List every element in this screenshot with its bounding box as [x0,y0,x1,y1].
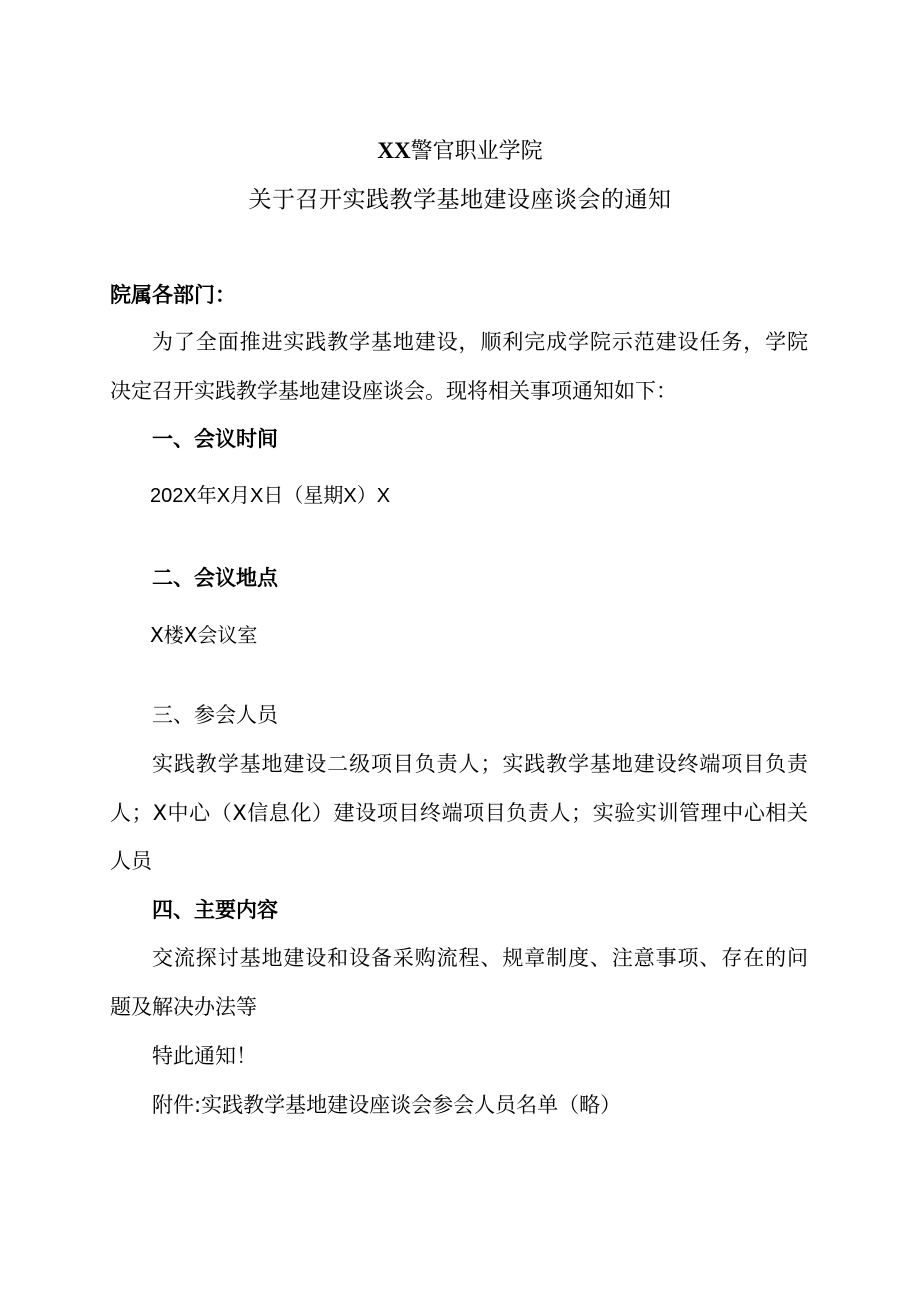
intro-line-1: 为了全面推进实践教学基地建设，顺利完成学院示范建设任务，学院 [152,330,808,354]
section-heading-time: 一、会议时间 [152,427,278,451]
attachment-note: 附件:实践教学基地建设座谈会参会人员名单（略） [152,1093,622,1117]
attendees-line-2: 人；X中心（X信息化）建设项目终端项目负责人；实验实训管理中心相关 [110,801,808,825]
title-institution [0,136,920,167]
salutation: 院属各部门： [110,283,236,307]
title-prefix: XX [377,138,411,163]
attendees-line-3: 人员 [110,849,152,873]
content-line-2: 题及解决办法等 [110,995,257,1019]
section-heading-attendees: 三、参会人员 [152,703,278,727]
content-line-1: 交流探讨基地建设和设备采购流程、规章制度、注意事项、存在的问 [152,946,808,970]
closing-text: 特此通知！ [152,1044,257,1068]
meeting-time: 202X年X月X日（星期X）X [150,485,391,507]
section-heading-location: 二、会议地点 [152,566,278,590]
intro-line-2: 决定召开实践教学基地建设座谈会。现将相关事项通知如下： [110,379,677,403]
notice-title: 关于召开实践教学基地建设座谈会的通知 [248,187,672,213]
attendees-line-1: 实践教学基地建设二级项目负责人；实践教学基地建设终端项目负责 [152,752,808,776]
title-institution-name: 警官职业学院 [410,139,543,164]
section-heading-content: 四、主要内容 [152,898,278,922]
meeting-location: X楼X会议室 [150,623,258,647]
